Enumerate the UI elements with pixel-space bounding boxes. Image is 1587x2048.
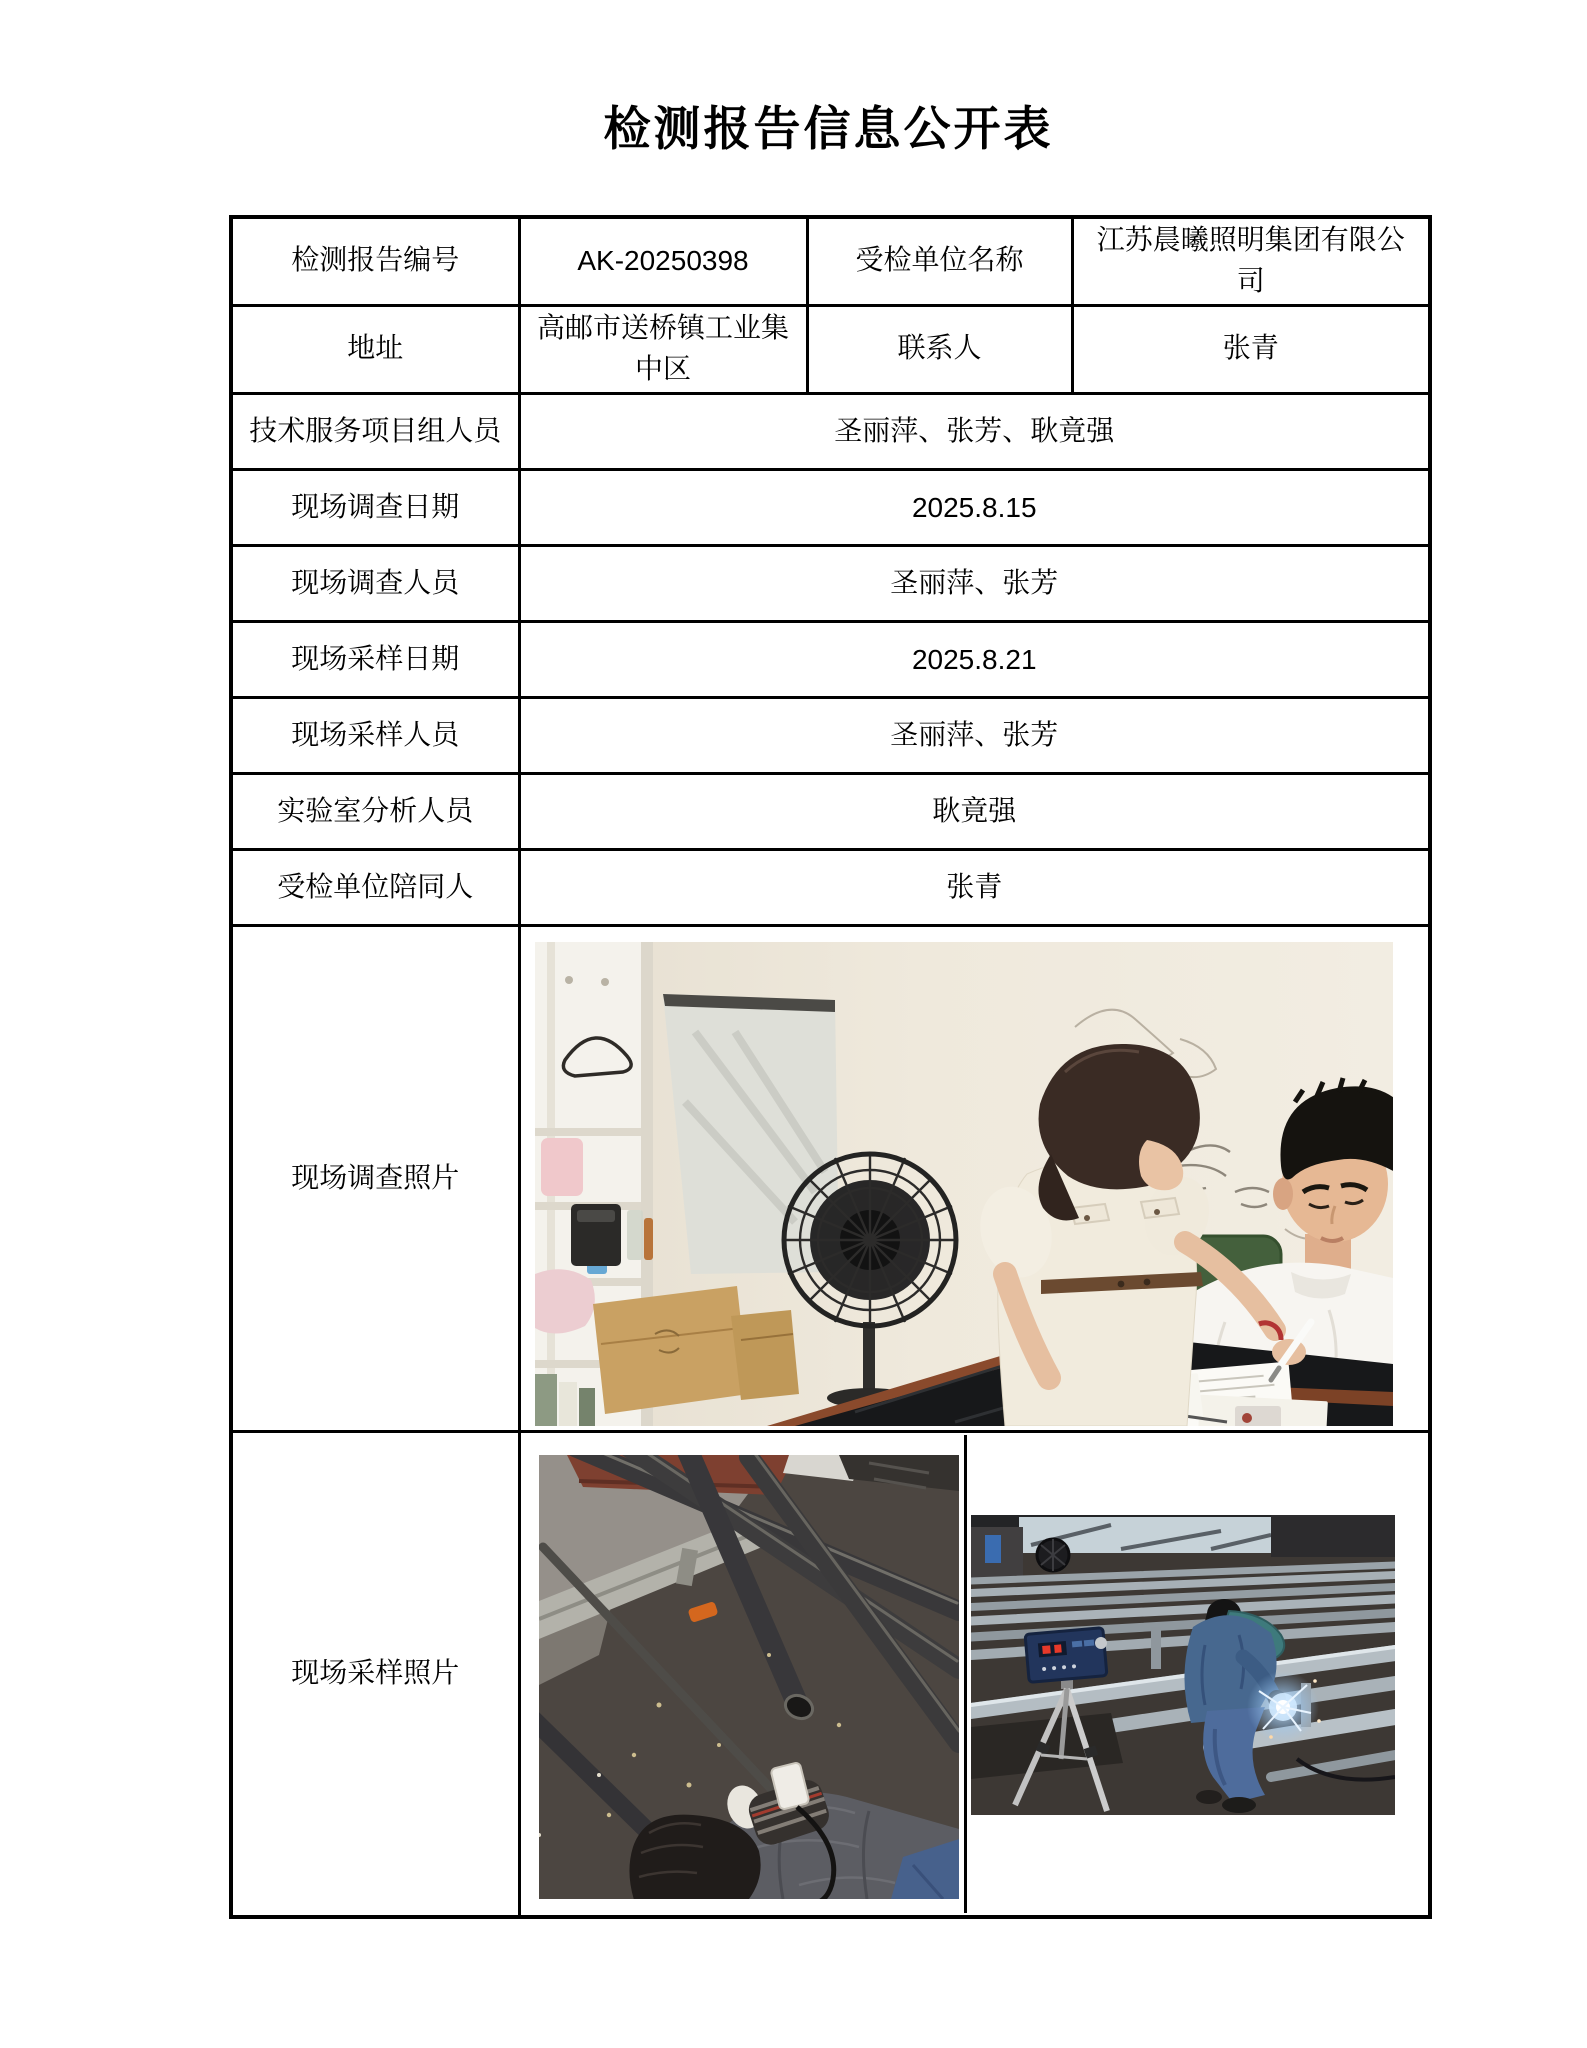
lab-analyst-label: 实验室分析人员 [231,774,519,850]
escort-value: 张青 [519,850,1430,926]
survey-photo-cell [519,926,1430,1432]
sampling-photo-right-image [971,1515,1395,1815]
table-row [231,306,1430,394]
address-label: 地址 [231,306,519,394]
report-no-label: 检测报告编号 [231,217,519,306]
survey-photo-image [535,942,1393,1426]
survey-staff-label: 现场调查人员 [231,546,519,622]
lab-analyst-value: 耿竟强 [519,774,1430,850]
unit-name-label: 受检单位名称 [807,217,1072,306]
sampling-staff-label: 现场采样人员 [231,698,519,774]
report-table [229,215,1432,1919]
table-row [231,622,1430,698]
sampling-photo-left-image [539,1455,959,1899]
table-row [231,774,1430,850]
sampling-photo-split [531,1435,1419,1913]
sampling-photo-label: 现场采样照片 [231,1432,519,1918]
sampling-staff-value: 圣丽萍、张芳 [519,698,1430,774]
contact-value: 张青 [1072,306,1430,394]
survey-photo-label: 现场调查照片 [231,926,519,1432]
survey-date-label: 现场调查日期 [231,470,519,546]
sampling-photo-right-cell [967,1435,1418,1913]
survey-photo-row [231,926,1430,1432]
sampling-date-label: 现场采样日期 [231,622,519,698]
table-row [231,217,1430,306]
contact-label: 联系人 [807,306,1072,394]
project-team-value: 圣丽萍、张芳、耿竟强 [519,394,1430,470]
table-row [231,546,1430,622]
sampling-photo-row [231,1432,1430,1918]
page-title: 检测报告信息公开表 [603,104,1054,156]
table-row [231,850,1430,926]
project-team-label: 技术服务项目组人员 [231,394,519,470]
sampling-photo-left-cell [531,1435,968,1913]
sampling-date-value: 2025.8.21 [519,622,1430,698]
report-no-value: AK-20250398 [519,217,807,306]
survey-date-value: 2025.8.15 [519,470,1430,546]
table-row [231,698,1430,774]
table-row [231,470,1430,546]
table-row [231,394,1430,470]
address-value: 高邮市送桥镇工业集中区 [519,306,807,394]
escort-label: 受检单位陪同人 [231,850,519,926]
sampling-photo-cell [519,1432,1430,1918]
survey-staff-value: 圣丽萍、张芳 [519,546,1430,622]
unit-name-value: 江苏晨曦照明集团有限公司 [1072,217,1430,306]
